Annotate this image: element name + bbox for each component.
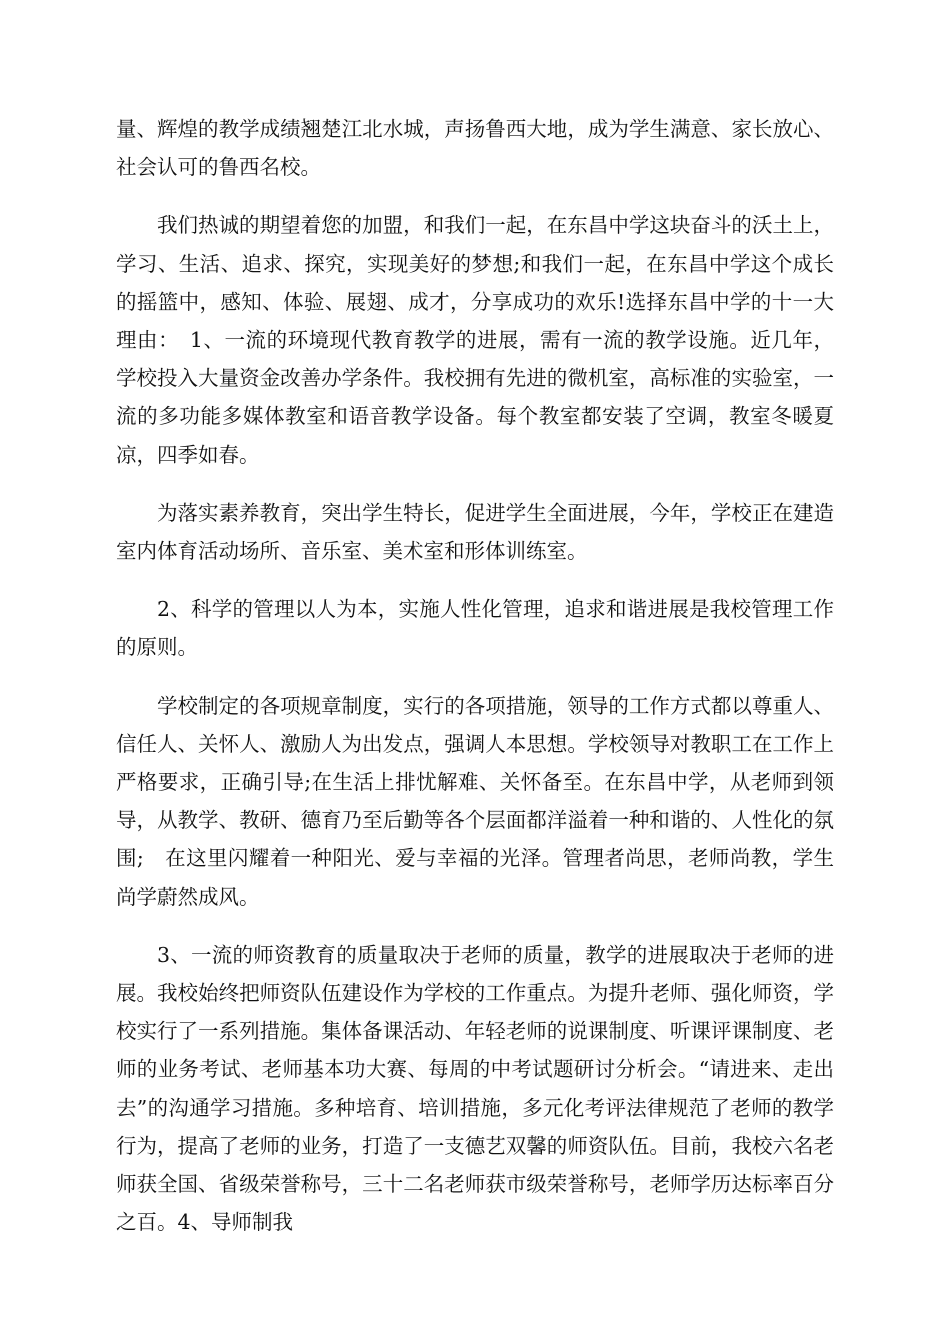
paragraph-4: 2、科学的管理以人为本，实施人性化管理，追求和谐进展是我校管理工作的原则。 [116, 597, 834, 660]
paragraph-6: 3、一流的师资教育的质量取决于老师的质量，教学的进展取决于老师的进展。我校始终把师资队伍建设作为学校的工作重点。为提升老师、强化师资，学校实行了一系列措施。集体备课活动、年轻老师的说课制度、听课评课制度、老师的业务考试、老师基本功大赛、每周的中考试题研讨分析会。“请进来、走出去”的沟通学习措施。多种培育、培训措施，多元化考评法律规范了老师的教学行为，提高了老师的业务，打造了一支德艺双馨的师资队伍。目前，我校六名老师获全国、省级荣誉称号，三十二名老师获市级荣誉称号，老师学历达标率百分之百。4、导师制我 [116, 942, 834, 1235]
paragraph-3: 为落实素养教育，突出学生特长，促进学生全面进展，今年，学校正在建造室内体育活动场所、音乐室、美术室和形体训练室。 [116, 500, 834, 564]
paragraph-5: 学校制定的各项规章制度，实行的各项措施，领导的工作方式都以尊重人、信任人、关怀人、激励人为出发点，强调人本思想。学校领导对教职工在工作上严格要求，正确引导;在生活上排忧解难、关怀备至。在东昌中学，从老师到领导，从教学、教研、德育乃至后勤等各个层面都洋溢着一种和谐的、人性化的氛围; 在这里闪耀着一种阳光、爱与幸福的光泽。管理者尚思，老师尚教，学生尚学蔚然成风。 [116, 693, 834, 909]
paragraph-1: 量、辉煌的教学成绩翘楚江北水城，声扬鲁西大地，成为学生满意、家长放心、社会认可的鲁西名校。 [116, 117, 834, 180]
document-body [116, 110, 834, 1261]
paragraph-2: 我们热诚的期望着您的加盟，和我们一起，在东昌中学这块奋斗的沃土上，学习、生活、追求、探究，实现美好的梦想;和我们一起，在东昌中学这个成长的摇篮中，感知、体验、展翅、成才，分享成功的欢乐!选择东昌中学的十一大理由： 1、一流的环境现代教育教学的进展，需有一流的教学设施。近几年，学校投入大量资金改善办学条件。我校拥有先进的微机室，高标准的实验室，一流的多功能多媒体教室和语音教学设备。每个教室都安装了空调，教室冬暖夏凉，四季如春。 [116, 213, 834, 467]
